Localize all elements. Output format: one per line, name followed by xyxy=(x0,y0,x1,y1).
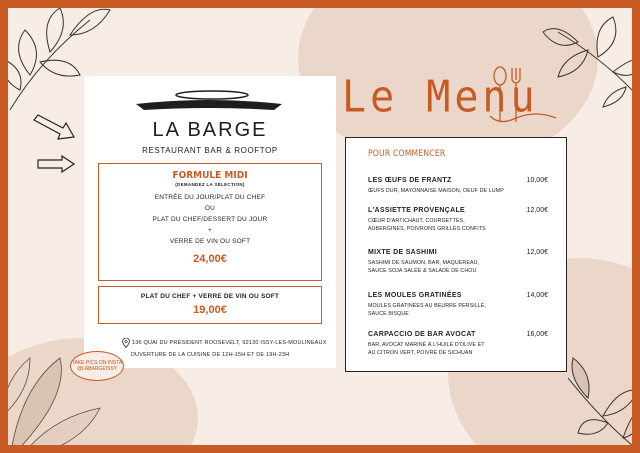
menu-item xyxy=(368,177,548,195)
brand-subtitle: RESTAURANT BAR & ROOFTOP xyxy=(142,146,278,155)
formule-midi-box xyxy=(98,163,322,281)
menu-item xyxy=(368,249,548,275)
formule-line: ENTRÉE DU JOUR/PLAT DU CHEF xyxy=(154,194,266,201)
brand-name: LA BARGE xyxy=(152,119,268,141)
item-price: 16,00€ xyxy=(526,331,548,338)
item-name: CARPACCIO DE BAR AVOCAT xyxy=(368,331,476,338)
item-price: 10,00€ xyxy=(526,177,548,184)
address-text: 136 QUAI DU PRÉSIDENT ROOSEVELT, 92130 ISSY-LES-MOULINEAUX xyxy=(132,340,327,346)
item-description: BAR, AVOCAT MARINÉ À L'HUILE D'OLIVE ET AU CITRON VERT, POIVRE DE SICHUAN xyxy=(368,342,485,356)
item-name: MIXTE DE SASHIMI xyxy=(368,249,437,256)
item-price: 12,00€ xyxy=(526,249,548,256)
formula-card xyxy=(84,76,336,368)
formule-midi-note: (DEMANDEZ LA SÉLECTION) xyxy=(175,182,245,187)
formule-plat-line: PLAT DU CHEF + VERRE DE VIN OU SOFT xyxy=(140,293,280,300)
stamp-line: TAKE PICS ON INSTA xyxy=(71,360,123,366)
formule-line: + xyxy=(208,227,212,234)
instagram-stamp xyxy=(70,351,124,381)
item-price: 14,00€ xyxy=(526,292,548,299)
menu-title: Le Menu xyxy=(342,72,539,123)
section-title: POUR COMMENCER xyxy=(368,149,446,159)
formule-plat-price: 19,00€ xyxy=(193,304,227,316)
menu-item xyxy=(368,207,548,233)
item-description: SASHIMI DE SAUMON, BAR, MAQUEREAU, SAUCE SOJA SALÉE & SALADE DE CHOU xyxy=(368,260,480,274)
formule-plat-box xyxy=(98,286,322,324)
opening-hours: OUVERTURE DE LA CUISINE DE 12H-15H ET DE 19H-23H xyxy=(130,352,290,358)
formule-midi-price: 24,00€ xyxy=(193,253,227,265)
item-name: LES ŒUFS DE FRANTZ xyxy=(368,177,452,184)
formule-line: PLAT DU CHEF/DESSERT DU JOUR xyxy=(152,216,268,223)
formule-line: OU xyxy=(204,205,216,212)
menu-item xyxy=(368,331,548,357)
starters-card xyxy=(345,137,567,372)
cutlery-icon xyxy=(486,66,558,130)
stamp-handle: @LABARGEISSY xyxy=(76,366,118,372)
barge-logo xyxy=(134,88,284,112)
item-description: MOULES GRATINÉES AU BEURRE PERSILLÉ, SAUCE BISQUE xyxy=(368,303,487,317)
arrow-icon xyxy=(30,114,78,144)
item-name: L'ASSIETTE PROVENÇALE xyxy=(368,207,466,214)
arrow-icon xyxy=(36,154,76,174)
item-price: 12,00€ xyxy=(526,207,548,214)
formule-midi-title: FORMULE MIDI xyxy=(172,170,248,181)
location-pin-icon xyxy=(122,338,130,348)
menu-item xyxy=(368,292,548,318)
item-description: ŒUFS DUR, MAYONNAISE MAISON, OEUF DE LUMP xyxy=(368,188,504,194)
formule-line: VERRE DE VIN OU SOFT xyxy=(169,238,251,245)
item-description: CŒUR D'ARTICHAUT, COURGETTES, AUBERGINES, POIVRONS GRILLÉS CONFITS xyxy=(368,218,486,232)
item-name: LES MOULES GRATINÉES xyxy=(368,292,462,299)
